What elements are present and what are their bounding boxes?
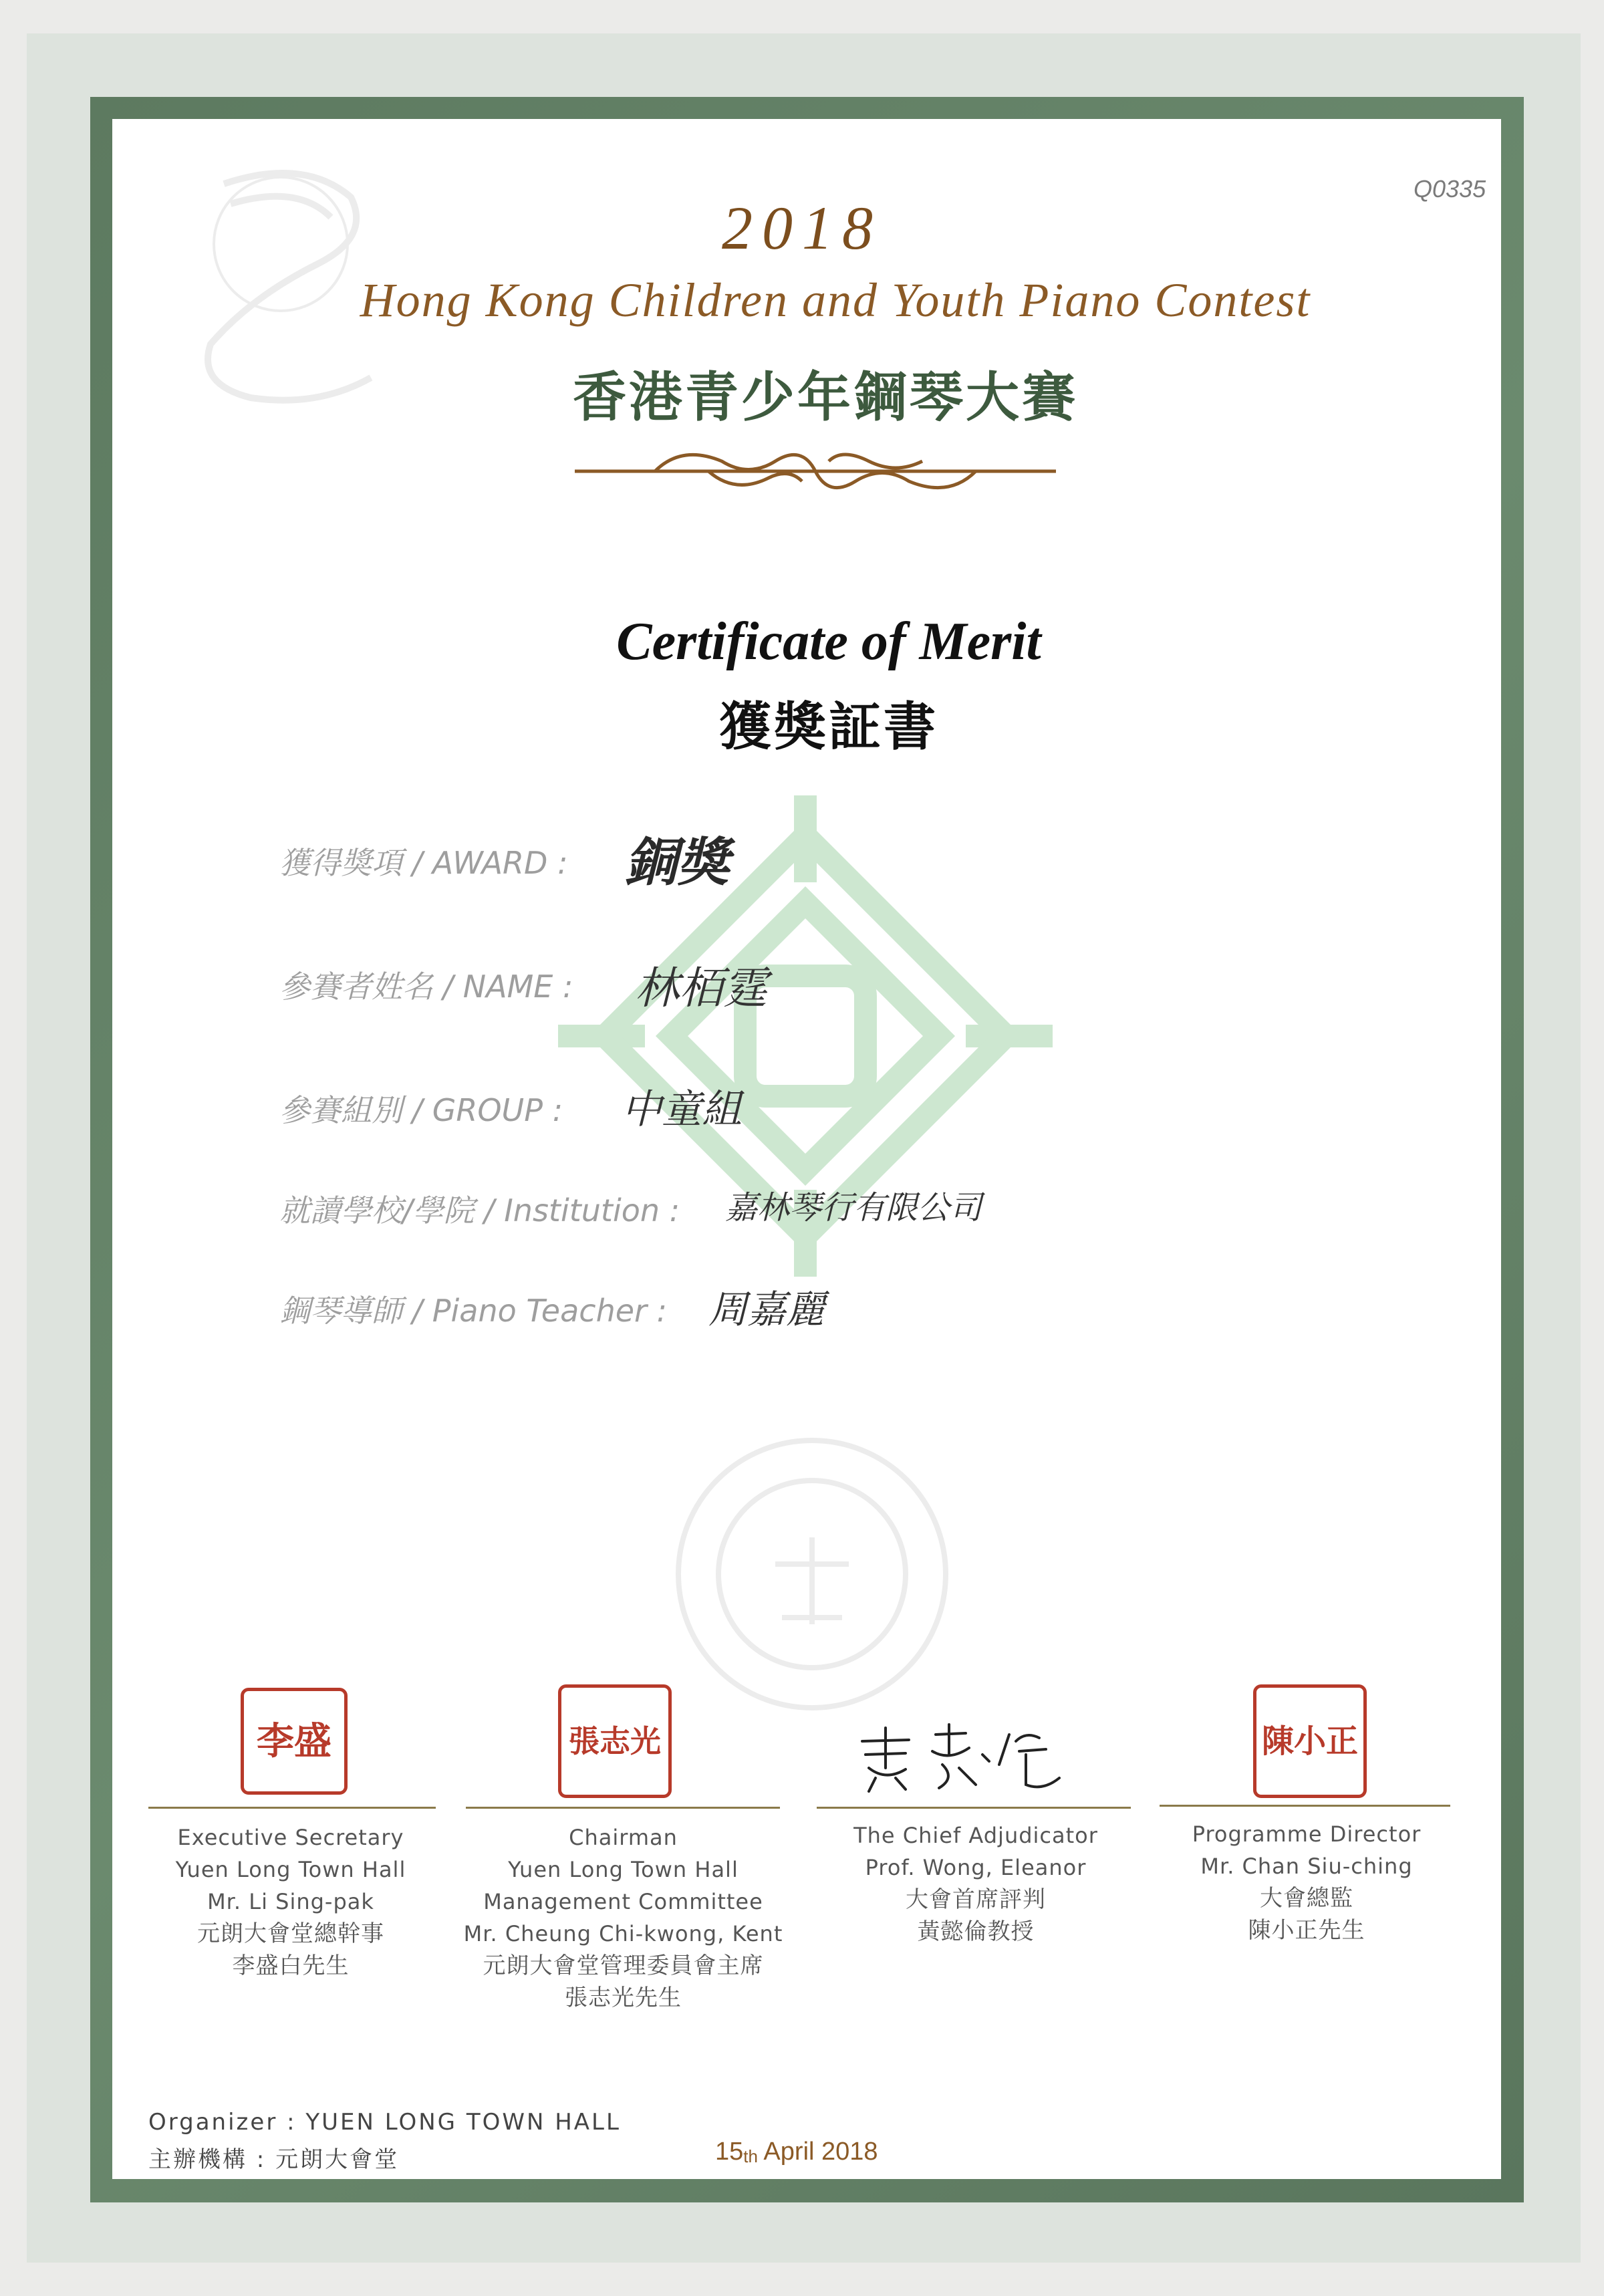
certificate-title-en: Certificate of Merit bbox=[616, 612, 1041, 671]
signature-line bbox=[466, 1807, 780, 1809]
name-label: 參賽者姓名 / NAME : bbox=[279, 969, 573, 1005]
piano-teacher-value: 周嘉麗 bbox=[708, 1287, 825, 1332]
institution-label: 就讀學校/學院 / Institution : bbox=[279, 1192, 680, 1229]
serial-number: Q0335 bbox=[1414, 175, 1486, 203]
group-value: 中童組 bbox=[622, 1086, 742, 1133]
organizer-zh: 主辦機構 : 元朗大會堂 bbox=[148, 2146, 400, 2173]
signatory-chairman: Chairman Yuen Long Town Hall Management Committee Mr. Cheung Chi-kwong, Kent 元朗大會堂管理委員會主席 張志光先生 bbox=[463, 1825, 783, 2011]
handwritten-signature-chief-adjudicator bbox=[849, 1714, 1076, 1801]
contest-year: 2018 bbox=[722, 194, 882, 262]
institution-value: 嘉林琴行有限公司 bbox=[725, 1189, 982, 1227]
signatory-executive-secretary: Executive Secretary Yuen Long Town Hall Mr. Li Sing-pak 元朗大會堂總幹事 李盛白先生 bbox=[175, 1825, 406, 1979]
signature-line bbox=[1160, 1805, 1450, 1807]
award-value: 銅獎 bbox=[625, 833, 730, 893]
signatory-chief-adjudicator: The Chief Adjudicator Prof. Wong, Eleanor 大會首席評判 黃懿倫教授 bbox=[853, 1823, 1098, 1945]
signatory-programme-director: Programme Director Mr. Chan Siu-ching 大會總監 陳小正先生 bbox=[1192, 1821, 1422, 1944]
seal-programme-director: 陳小正 bbox=[1253, 1684, 1367, 1798]
contest-title-zh: 香港青少年鋼琴大賽 bbox=[573, 366, 1078, 428]
seal-chairman: 張志光 bbox=[558, 1684, 672, 1798]
signature-line bbox=[817, 1807, 1131, 1809]
organizer-en: Organizer : YUEN LONG TOWN HALL bbox=[148, 2109, 621, 2136]
contest-title-en: Hong Kong Children and Youth Piano Contest bbox=[360, 273, 1311, 327]
flourish-divider bbox=[575, 441, 1056, 501]
award-label: 獲得獎項 / AWARD : bbox=[279, 845, 568, 881]
seal-executive-secretary: 李盛 bbox=[241, 1688, 348, 1795]
certificate-title-zh: 獲獎証書 bbox=[718, 696, 938, 757]
piano-teacher-label: 鋼琴導師 / Piano Teacher : bbox=[279, 1293, 668, 1329]
group-label: 參賽組別 / GROUP : bbox=[279, 1092, 563, 1128]
signature-line bbox=[148, 1807, 436, 1809]
embossed-town-hall-seal bbox=[668, 1430, 956, 1718]
name-value: 林栢霆 bbox=[635, 963, 767, 1014]
issue-date: $15_{th}$ April 2018 bbox=[715, 2138, 878, 2166]
